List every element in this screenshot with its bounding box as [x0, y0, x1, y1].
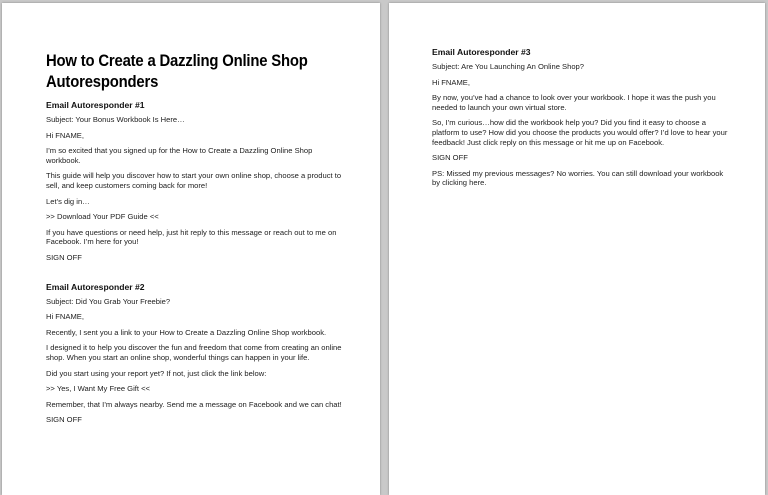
email-greeting: Hi FNAME, [46, 130, 84, 140]
email-greeting: Hi FNAME, [432, 77, 470, 87]
page-2 [389, 3, 765, 495]
email-paragraph: Let’s dig in… [46, 196, 90, 206]
email-signoff: SIGN OFF [46, 415, 82, 425]
email-paragraph: This guide will help you discover how to start your own online shop, choose a product to sell, and keep customers coming back for more! [46, 171, 342, 190]
email-heading: Email Autoresponder #2 [46, 281, 145, 292]
email-block-3 [432, 47, 732, 188]
email-heading: Email Autoresponder #3 [432, 47, 531, 57]
email-signoff: SIGN OFF [46, 252, 82, 262]
page-1-content [46, 51, 346, 444]
email-link-line: >> Download Your PDF Guide << [46, 212, 159, 222]
email-paragraph: By now, you’ve had a chance to look over your workbook. I hope it was the push you needed to launch your own virtual store. [432, 93, 716, 112]
email-paragraph: If you have questions or need help, just hit reply to this message or reach out to me on Facebook. I’m here for you! [46, 227, 337, 247]
document-title: How to Create a Dazzling Online Shop Autoresponders [46, 52, 308, 91]
email-heading: Email Autoresponder #1 [46, 100, 145, 110]
page-1 [2, 3, 380, 495]
email-block-2 [46, 282, 346, 425]
email-paragraph: I designed it to help you discover the fun and freedom that come from creating an online shop. When you start an online shop, wonderful things can happen in your life. [46, 343, 342, 362]
email-paragraph: So, I’m curious…how did the workbook help you? Did you find it easy to choose a platform to use? How did you choose the products you would offer? I’d love to hear your feedback! Just click reply on this message or hit me up on Facebook. [432, 118, 728, 147]
email-paragraph: Did you start using your report yet? If not, just click the link below: [46, 368, 267, 378]
email-subject: Subject: Your Bonus Workbook Is Here… [46, 115, 185, 124]
email-postscript: PS: Missed my previous messages? No worries. You can still download your workbook by clicking here. [432, 168, 724, 188]
email-block-1 [46, 100, 346, 263]
email-paragraph: Recently, I sent you a link to your How to Create a Dazzling Online Shop workbook. [46, 327, 327, 337]
email-paragraph: I’m so excited that you signed up for the How to Create a Dazzling Online Shop workbook. [46, 146, 313, 165]
email-paragraph: Remember, that I’m always nearby. Send me a message on Facebook and we can chat! [46, 399, 342, 409]
page-2-content [432, 47, 732, 207]
email-subject: Subject: Did You Grab Your Freebie? [46, 296, 171, 306]
email-subject: Subject: Are You Launching An Online Shop? [432, 62, 584, 71]
email-signoff: SIGN OFF [432, 153, 468, 163]
email-link-line: >> Yes, I Want My Free Gift << [46, 384, 150, 394]
email-greeting: Hi FNAME, [46, 312, 84, 322]
